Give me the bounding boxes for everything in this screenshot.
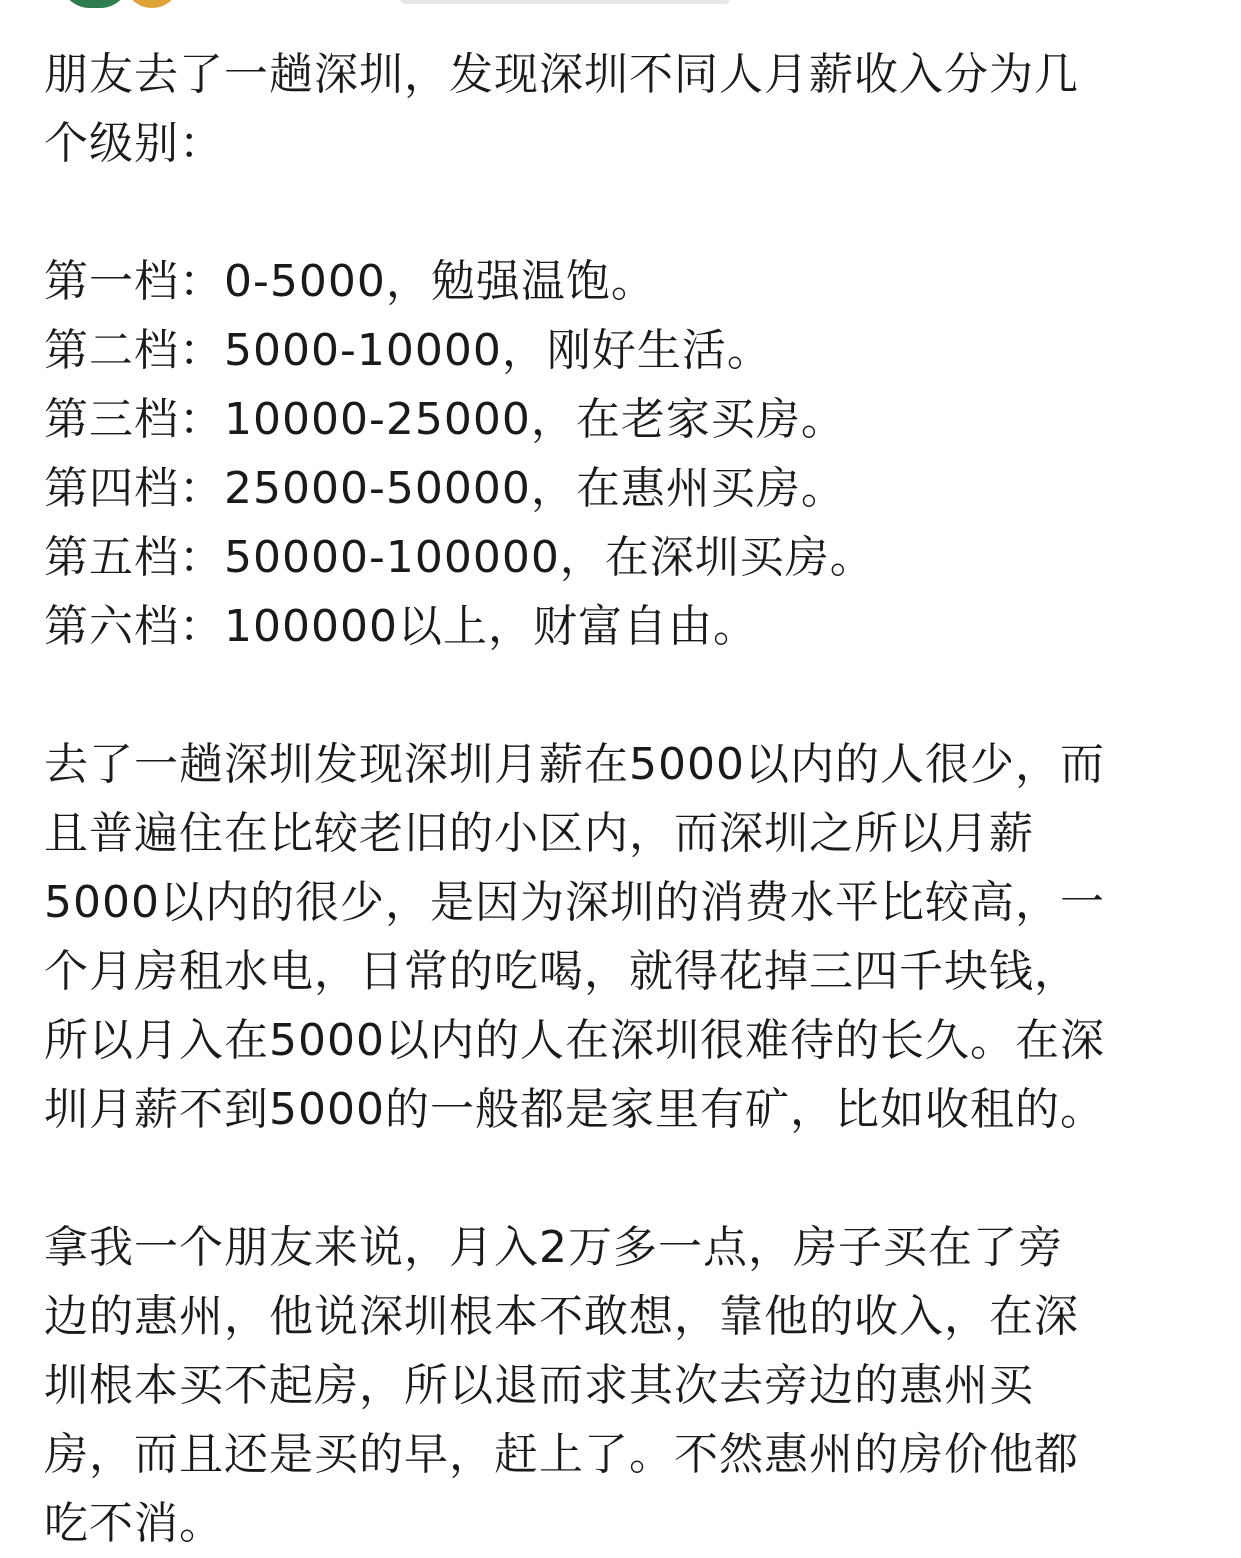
paragraph-line: 拿我一个朋友来说，月入2万多一点，房子买在了旁	[44, 1222, 1063, 1273]
paragraph-line: 房，而且还是买的早，赶上了。不然惠州的房价他都	[44, 1429, 1079, 1480]
paragraph-line: 且普遍住在比较老旧的小区内，而深圳之所以月薪	[44, 808, 1034, 859]
avatar-left-part	[60, 0, 130, 8]
paragraph-line: 5000以内的很少，是因为深圳的消费水平比较高，一	[44, 877, 1105, 928]
paragraph-gap	[44, 178, 1214, 247]
paragraph-line: 圳月薪不到5000的一般都是家里有矿，比如收租的。	[44, 1084, 1105, 1135]
intro-line: 个级别：	[44, 118, 224, 169]
avatar-right-part	[124, 0, 180, 8]
paragraph-line: 去了一趟深圳发现深圳月薪在5000以内的人很少，而	[44, 739, 1105, 790]
avatar[interactable]	[60, 0, 200, 8]
tier-line: 第二档：5000-10000，刚好生活。	[44, 325, 772, 376]
tier-line: 第五档：50000-100000，在深圳买房。	[44, 532, 875, 583]
paragraph-gap	[44, 661, 1214, 730]
paragraph-line: 吃不消。	[44, 1498, 224, 1549]
tier-line: 第六档：100000以上，财富自由。	[44, 601, 758, 652]
paragraph-line: 边的惠州，他说深圳根本不敢想，靠他的收入，在深	[44, 1291, 1079, 1342]
intro-line: 朋友去了一趟深圳，发现深圳不同人月薪收入分为几	[44, 49, 1079, 100]
tier-line: 第四档：25000-50000，在惠州买房。	[44, 463, 846, 514]
paragraph-line: 圳根本买不起房，所以退而求其次去旁边的惠州买	[44, 1360, 1034, 1411]
tier-line: 第三档：10000-25000，在老家买房。	[44, 394, 846, 445]
username-bar	[400, 0, 730, 4]
paragraph-gap	[44, 1144, 1214, 1213]
post-body	[44, 40, 1214, 1558]
paragraph-line: 个月房租水电，日常的吃喝，就得花掉三四千块钱，	[44, 946, 1079, 997]
paragraph-line: 所以月入在5000以内的人在深圳很难待的长久。在深	[44, 1015, 1105, 1066]
tier-line: 第一档：0-5000，勉强温饱。	[44, 256, 656, 307]
